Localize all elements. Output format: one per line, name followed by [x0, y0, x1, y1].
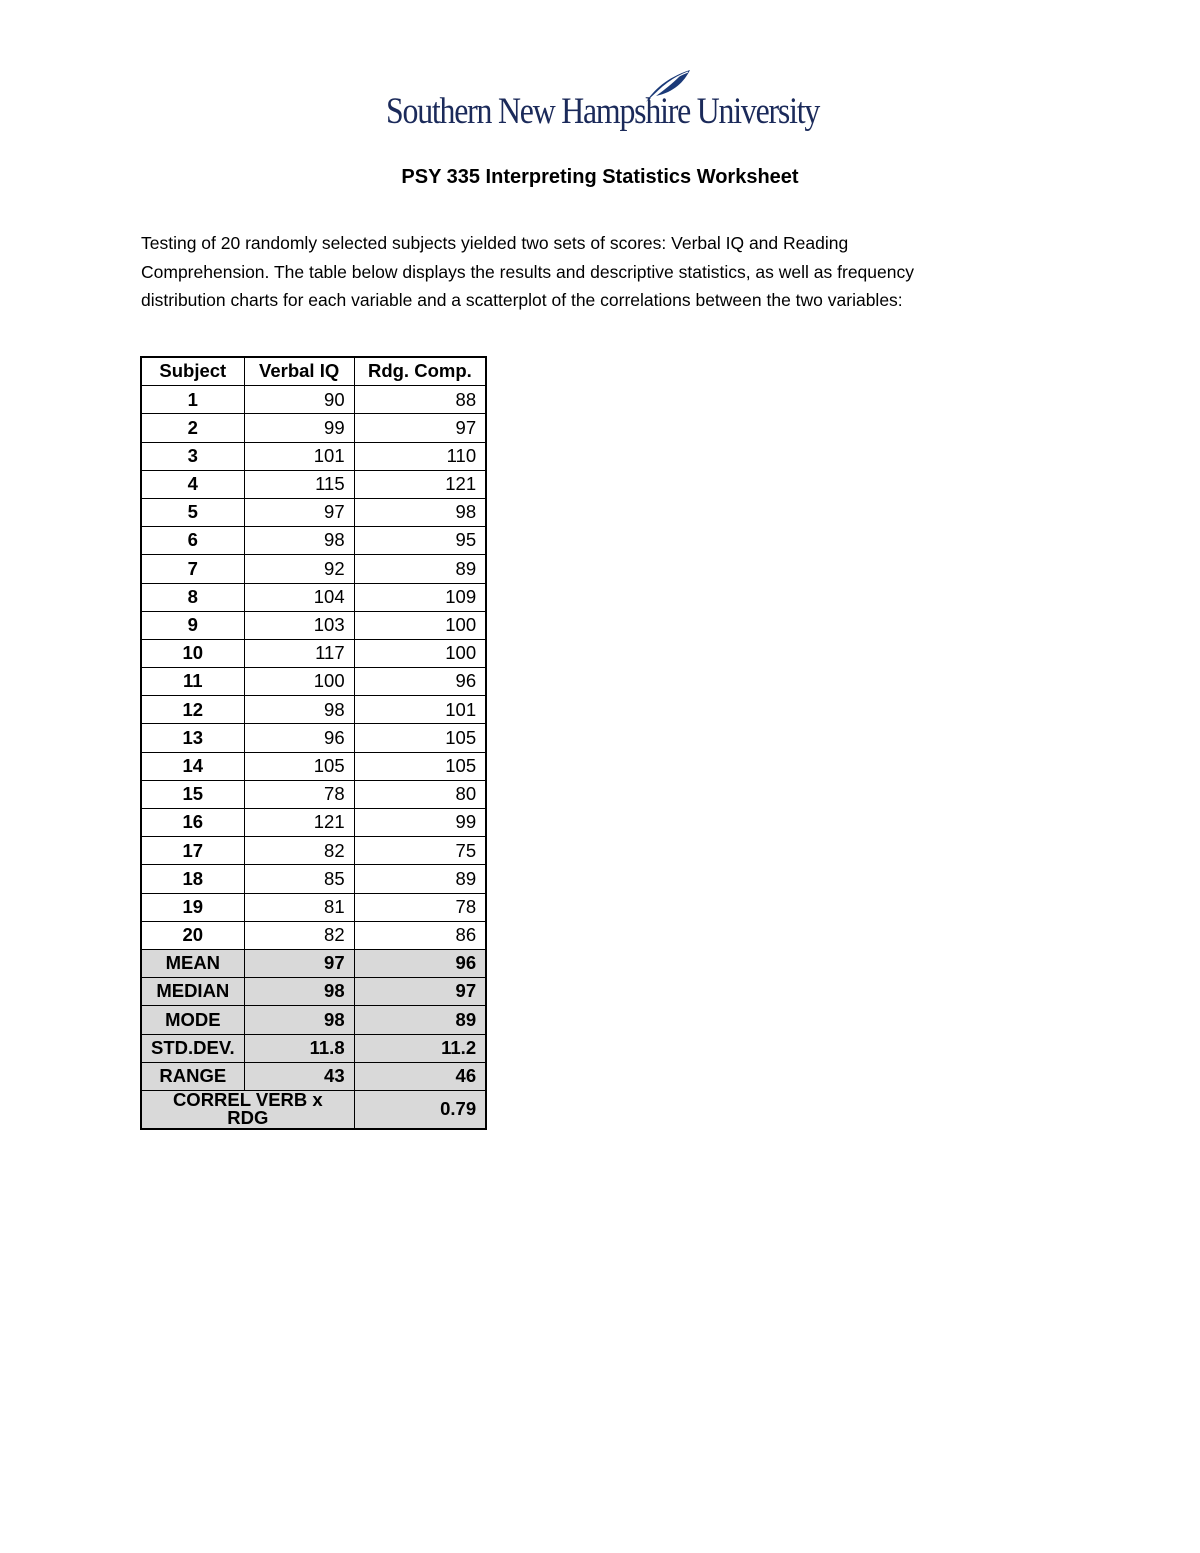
rdg-comp-cell: 98: [354, 498, 486, 526]
summary-row: [141, 1062, 486, 1090]
intro-line: Testing of 20 randomly selected subjects yielded two sets of scores: Verbal IQ and Reading: [141, 233, 849, 253]
summary-verbal-iq: 97: [244, 949, 354, 977]
rdg-comp-cell: 89: [354, 865, 486, 893]
rdg-comp-cell: 100: [354, 611, 486, 639]
table-row: [141, 893, 486, 921]
verbal-iq-cell: 92: [244, 555, 354, 583]
subject-cell: 14: [141, 752, 244, 780]
subject-cell: 4: [141, 470, 244, 498]
subject-cell: 6: [141, 527, 244, 555]
table-row: [141, 752, 486, 780]
verbal-iq-cell: 99: [244, 414, 354, 442]
verbal-iq-cell: 82: [244, 837, 354, 865]
summary-row: [141, 1034, 486, 1062]
summary-label: MEDIAN: [141, 978, 244, 1006]
summary-verbal-iq: 98: [244, 978, 354, 1006]
summary-row: [141, 1006, 486, 1034]
table-row: [141, 837, 486, 865]
summary-label: STD.DEV.: [141, 1034, 244, 1062]
rdg-comp-cell: 109: [354, 583, 486, 611]
summary-body: [141, 949, 486, 1090]
table-row: [141, 527, 486, 555]
rdg-comp-cell: 75: [354, 837, 486, 865]
rdg-comp-cell: 105: [354, 752, 486, 780]
summary-row: [141, 949, 486, 977]
summary-label: RANGE: [141, 1062, 244, 1090]
verbal-iq-cell: 85: [244, 865, 354, 893]
summary-rdg-comp: 11.2: [354, 1034, 486, 1062]
rdg-comp-cell: 101: [354, 696, 486, 724]
correlation-value: 0.79: [354, 1090, 486, 1129]
subject-cell: 18: [141, 865, 244, 893]
table-row: [141, 611, 486, 639]
verbal-iq-cell: 104: [244, 583, 354, 611]
table-row: [141, 498, 486, 526]
rdg-comp-cell: 99: [354, 809, 486, 837]
rdg-comp-cell: 88: [354, 386, 486, 414]
summary-rdg-comp: 46: [354, 1062, 486, 1090]
column-header-verbal-iq: Verbal IQ: [244, 357, 354, 386]
table-row: [141, 668, 486, 696]
column-header-rdg-comp: Rdg. Comp.: [354, 357, 486, 386]
correlation-row: [141, 1090, 486, 1129]
subject-cell: 12: [141, 696, 244, 724]
page-title: PSY 335 Interpreting Statistics Worksheet: [401, 166, 799, 188]
subject-cell: 17: [141, 837, 244, 865]
table-row: [141, 583, 486, 611]
table-row: [141, 442, 486, 470]
summary-label: MODE: [141, 1006, 244, 1034]
subject-cell: 5: [141, 498, 244, 526]
rdg-comp-cell: 96: [354, 668, 486, 696]
summary-rdg-comp: 89: [354, 1006, 486, 1034]
subject-cell: 20: [141, 921, 244, 949]
table-row: [141, 921, 486, 949]
summary-rdg-comp: 96: [354, 949, 486, 977]
subject-cell: 16: [141, 809, 244, 837]
statistics-table: [140, 356, 487, 1130]
subject-cell: 2: [141, 414, 244, 442]
table-row: [141, 724, 486, 752]
correlation-label: CORREL VERB x RDG: [141, 1090, 354, 1129]
table-row: [141, 639, 486, 667]
summary-verbal-iq: 11.8: [244, 1034, 354, 1062]
rdg-comp-cell: 97: [354, 414, 486, 442]
table-row: [141, 780, 486, 808]
verbal-iq-cell: 115: [244, 470, 354, 498]
table-row: [141, 865, 486, 893]
verbal-iq-cell: 90: [244, 386, 354, 414]
table-row: [141, 470, 486, 498]
leaf-icon: [644, 68, 694, 104]
verbal-iq-cell: 117: [244, 639, 354, 667]
subject-cell: 7: [141, 555, 244, 583]
rdg-comp-cell: 78: [354, 893, 486, 921]
table-row: [141, 414, 486, 442]
verbal-iq-cell: 105: [244, 752, 354, 780]
subject-cell: 8: [141, 583, 244, 611]
rdg-comp-cell: 86: [354, 921, 486, 949]
verbal-iq-cell: 81: [244, 893, 354, 921]
table-header-row: [141, 357, 486, 386]
summary-verbal-iq: 43: [244, 1062, 354, 1090]
subject-cell: 1: [141, 386, 244, 414]
table-row: [141, 555, 486, 583]
logo-wordmark: Southern New Hampshire University: [386, 91, 820, 132]
subject-cell: 15: [141, 780, 244, 808]
summary-row: [141, 978, 486, 1006]
intro-line: distribution charts for each variable and a scatterplot of the correlations between the two variables:: [141, 290, 903, 310]
subject-cell: 11: [141, 668, 244, 696]
subject-cell: 10: [141, 639, 244, 667]
intro-line: Comprehension. The table below displays the results and descriptive statistics, as well as frequency: [141, 261, 914, 282]
subject-cell: 3: [141, 442, 244, 470]
verbal-iq-cell: 98: [244, 527, 354, 555]
column-header-subject: Subject: [141, 357, 244, 386]
verbal-iq-cell: 100: [244, 668, 354, 696]
verbal-iq-cell: 121: [244, 809, 354, 837]
verbal-iq-cell: 97: [244, 498, 354, 526]
rdg-comp-cell: 110: [354, 442, 486, 470]
rdg-comp-cell: 100: [354, 639, 486, 667]
summary-verbal-iq: 98: [244, 1006, 354, 1034]
subject-cell: 13: [141, 724, 244, 752]
verbal-iq-cell: 98: [244, 696, 354, 724]
verbal-iq-cell: 82: [244, 921, 354, 949]
summary-label: MEAN: [141, 949, 244, 977]
rdg-comp-cell: 80: [354, 780, 486, 808]
verbal-iq-cell: 78: [244, 780, 354, 808]
subject-cell: 9: [141, 611, 244, 639]
university-logo: [386, 68, 820, 138]
table-row: [141, 696, 486, 724]
intro-paragraph: [141, 229, 1041, 315]
verbal-iq-cell: 96: [244, 724, 354, 752]
table-row: [141, 809, 486, 837]
table-body: [141, 386, 486, 950]
rdg-comp-cell: 121: [354, 470, 486, 498]
verbal-iq-cell: 101: [244, 442, 354, 470]
rdg-comp-cell: 105: [354, 724, 486, 752]
subject-cell: 19: [141, 893, 244, 921]
rdg-comp-cell: 95: [354, 527, 486, 555]
rdg-comp-cell: 89: [354, 555, 486, 583]
verbal-iq-cell: 103: [244, 611, 354, 639]
summary-rdg-comp: 97: [354, 978, 486, 1006]
table-row: [141, 386, 486, 414]
